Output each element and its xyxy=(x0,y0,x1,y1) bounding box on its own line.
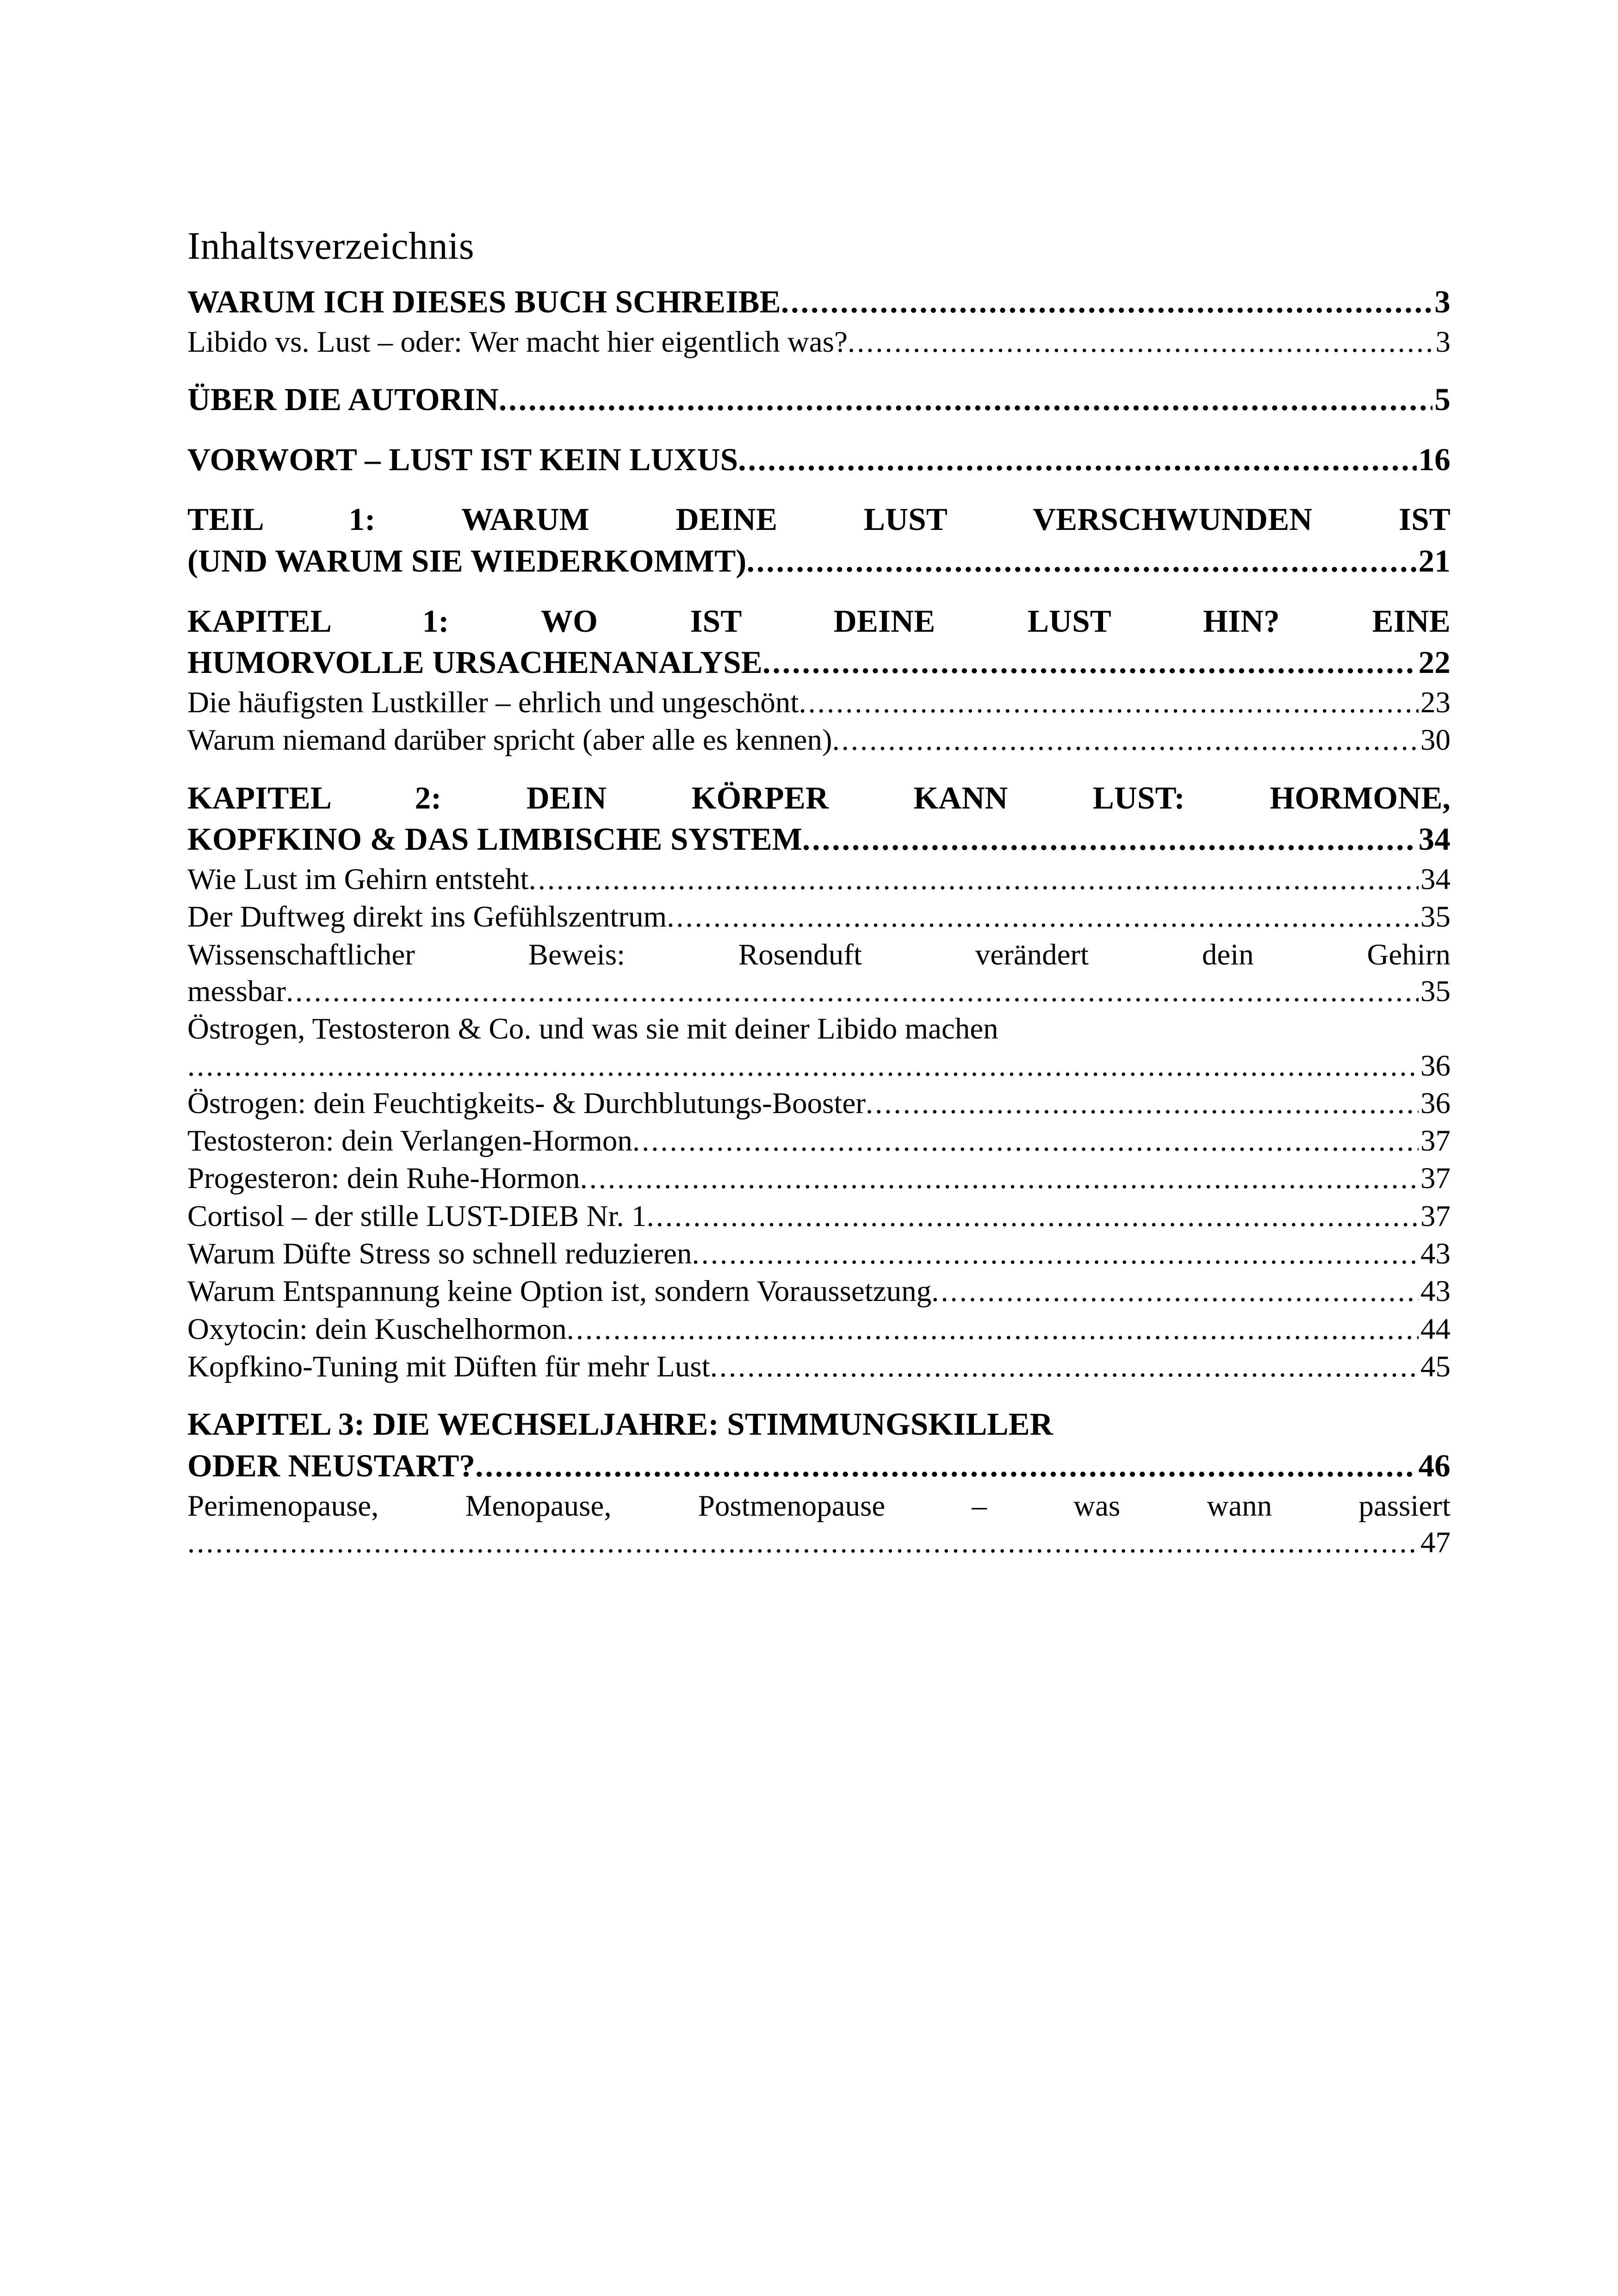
toc-page-number: 44 xyxy=(1420,1312,1451,1346)
dot-leader xyxy=(848,324,1434,361)
dot-leader xyxy=(692,1236,1419,1272)
toc-page-number: 3 xyxy=(1434,284,1451,319)
toc-entry-level1[interactable] xyxy=(187,439,1451,481)
toc-entry-label-line2: messbar xyxy=(187,974,286,1008)
dot-leader xyxy=(802,819,1417,860)
toc-entry-label: Testosteron: dein Verlangen-Hormon xyxy=(187,1124,632,1158)
dot-leader xyxy=(667,899,1419,935)
toc-entry-label-line1: KAPITEL 1: WO IST DEINE LUST HIN? EINE xyxy=(187,603,1451,639)
dot-leader xyxy=(475,1445,1416,1487)
toc-page-number: 37 xyxy=(1420,1162,1451,1195)
toc-entry-level1[interactable] xyxy=(187,601,1451,684)
page-title: Inhaltsverzeichnis xyxy=(187,224,475,268)
toc-page-number: 34 xyxy=(1418,821,1451,857)
toc-page-number: 45 xyxy=(1420,1350,1451,1383)
toc-entry-label: Warum Düfte Stress so schnell reduzieren xyxy=(187,1237,692,1271)
toc-page-number: 30 xyxy=(1420,723,1451,757)
toc-entry-level2[interactable] xyxy=(187,861,1451,898)
toc-page-number: 46 xyxy=(1418,1448,1451,1483)
toc-entry-level2[interactable] xyxy=(187,684,1451,721)
toc-entry-level1[interactable] xyxy=(187,778,1451,860)
dot-leader xyxy=(931,1273,1419,1310)
toc-entry-label-line1: Wissenschaftlicher Beweis: Rosenduft verändert dein Gehirn xyxy=(187,938,1451,971)
toc-page-number: 34 xyxy=(1420,863,1451,896)
toc-entry-level2[interactable] xyxy=(187,1160,1451,1197)
toc-page-number: 35 xyxy=(1420,900,1451,934)
toc-entry-label-line1: KAPITEL 3: DIE WECHSELJAHRE: STIMMUNGSKILLER xyxy=(187,1406,1053,1442)
toc-entry-label-line2: HUMORVOLLE URSACHENANALYSE xyxy=(187,645,763,680)
toc-page-number: 16 xyxy=(1418,442,1451,477)
toc-entry-label: Cortisol – der stille LUST-DIEB Nr. 1 xyxy=(187,1199,647,1233)
dot-leader xyxy=(567,1311,1419,1348)
toc-entry-level2[interactable] xyxy=(187,1311,1451,1348)
toc-page-number: 21 xyxy=(1418,543,1451,579)
toc-page-number: 43 xyxy=(1420,1275,1451,1308)
dot-leader xyxy=(187,1048,1419,1084)
toc-content xyxy=(187,224,1451,1561)
toc-entry-level1[interactable] xyxy=(187,379,1451,421)
toc-entry-label-line2: ODER NEUSTART? xyxy=(187,1448,476,1483)
toc-entry-level1[interactable] xyxy=(187,281,1451,323)
dot-leader xyxy=(187,1524,1419,1561)
toc-entry-level2[interactable] xyxy=(187,937,1451,1010)
toc-page-number: 23 xyxy=(1420,686,1451,720)
toc-entry-label-line1: KAPITEL 2: DEIN KÖRPER KANN LUST: HORMONE, xyxy=(187,780,1451,815)
toc-page-number: 35 xyxy=(1420,974,1451,1008)
toc-entry-level1[interactable] xyxy=(187,1404,1451,1487)
toc-page-number: 5 xyxy=(1434,381,1451,417)
toc-page-number: 37 xyxy=(1420,1199,1451,1233)
toc-entry-level2[interactable] xyxy=(187,1349,1451,1385)
toc-entry-label: Progesteron: dein Ruhe-Hormon xyxy=(187,1162,580,1195)
dot-leader xyxy=(646,1198,1419,1235)
toc-entry-level2[interactable] xyxy=(187,1198,1451,1235)
toc-page-number: 3 xyxy=(1435,325,1451,359)
toc-entry-level2[interactable] xyxy=(187,1085,1451,1122)
toc-entry-level2[interactable] xyxy=(187,722,1451,759)
dot-leader xyxy=(763,642,1417,684)
toc-entry-level2[interactable] xyxy=(187,1488,1451,1562)
toc-entry-label: Warum Entspannung keine Option ist, sondern Voraussetzung xyxy=(187,1275,932,1308)
toc-entry-level2[interactable] xyxy=(187,1236,1451,1272)
dot-leader xyxy=(499,379,1432,421)
toc-entry-label: Der Duftweg direkt ins Gefühlszentrum xyxy=(187,900,667,934)
toc-entry-label: Libido vs. Lust – oder: Wer macht hier eigentlich was? xyxy=(187,325,848,359)
toc-entry-level2[interactable] xyxy=(187,324,1451,361)
toc-entry-level2[interactable] xyxy=(187,1011,1451,1084)
toc-page-number: 37 xyxy=(1420,1124,1451,1158)
dot-leader xyxy=(738,439,1416,481)
toc-entry-label: Die häufigsten Lustkiller – ehrlich und ungeschönt xyxy=(187,686,799,720)
toc-entry-level1[interactable] xyxy=(187,499,1451,582)
dot-leader xyxy=(710,1349,1419,1385)
dot-leader xyxy=(799,684,1419,721)
toc-entry-label: Warum niemand darüber spricht (aber alle es kennen) xyxy=(187,723,832,757)
toc-entry-label: Oxytocin: dein Kuschelhormon xyxy=(187,1312,567,1346)
toc-entry-label-line1: Östrogen, Testosteron & Co. und was sie mit deiner Libido machen xyxy=(187,1012,998,1046)
toc-page-number: 47 xyxy=(1420,1525,1451,1559)
toc-entry-label-line2: (UND WARUM SIE WIEDERKOMMT) xyxy=(187,543,747,579)
toc-entry-label-line1: Perimenopause, Menopause, Postmenopause – was wann passiert xyxy=(187,1489,1451,1523)
toc-page-number: 36 xyxy=(1420,1086,1451,1120)
toc-entry-label: ÜBER DIE AUTORIN xyxy=(187,381,499,417)
toc-entry-label: Wie Lust im Gehirn entsteht xyxy=(187,863,529,896)
dot-leader xyxy=(866,1085,1419,1122)
toc-entry-level2[interactable] xyxy=(187,1273,1451,1310)
toc-entry-label-line1: TEIL 1: WARUM DEINE LUST VERSCHWUNDEN IST xyxy=(187,502,1451,537)
toc-entry-label-line2: KOPFKINO & DAS LIMBISCHE SYSTEM xyxy=(187,821,802,857)
toc-page-number: 43 xyxy=(1420,1237,1451,1271)
toc-page-number: 22 xyxy=(1418,645,1451,680)
dot-leader xyxy=(781,281,1433,323)
toc-entry-level2[interactable] xyxy=(187,1123,1451,1159)
toc-page-number: 36 xyxy=(1420,1049,1451,1083)
toc-entry-label: WARUM ICH DIESES BUCH SCHREIBE xyxy=(187,284,781,319)
toc-entry-label: Östrogen: dein Feuchtigkeits- & Durchblutungs-Booster xyxy=(187,1086,866,1120)
dot-leader xyxy=(286,973,1419,1010)
dot-leader xyxy=(580,1160,1419,1197)
toc-entry-label: Kopfkino-Tuning mit Düften für mehr Lust xyxy=(187,1350,710,1383)
dot-leader xyxy=(529,861,1419,898)
dot-leader xyxy=(747,541,1417,582)
toc-entry-label: VORWORT – LUST IST KEIN LUXUS xyxy=(187,442,738,477)
toc-entry-level2[interactable] xyxy=(187,899,1451,935)
dot-leader xyxy=(632,1123,1419,1159)
dot-leader xyxy=(832,722,1419,759)
